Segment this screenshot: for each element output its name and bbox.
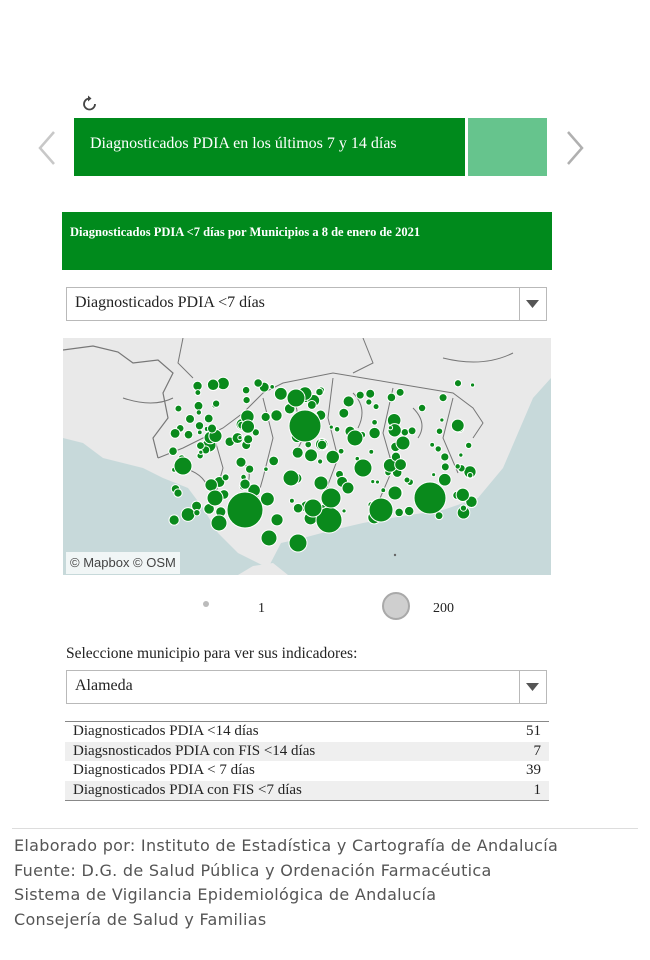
metric-select-dropdown[interactable]: [519, 288, 546, 320]
municipality-bubble[interactable]: [438, 473, 451, 486]
table-row: [65, 742, 549, 762]
municipality-bubble[interactable]: [194, 509, 200, 515]
table-row: [65, 781, 549, 801]
indicator-value: 1: [533, 781, 541, 798]
municipality-bubble[interactable]: [254, 379, 263, 388]
municipality-bubble[interactable]: [354, 459, 372, 477]
panel-title-bar: [62, 212, 552, 270]
municipality-bubble[interactable]: [436, 428, 442, 434]
municipality-bubble[interactable]: [197, 442, 205, 450]
municipality-bubble[interactable]: [396, 388, 404, 396]
municipality-bubble[interactable]: [174, 457, 192, 475]
municipality-bubble[interactable]: [184, 430, 193, 439]
municipality-bubble[interactable]: [334, 426, 340, 432]
municipality-bubble[interactable]: [204, 414, 213, 423]
next-arrow-icon[interactable]: [562, 128, 588, 168]
indicator-label: Diagnosticados PDIA <14 días: [73, 723, 259, 739]
municipality-bubble[interactable]: [451, 419, 464, 432]
municipality-bubble[interactable]: [207, 379, 218, 390]
municipality-bubble[interactable]: [207, 424, 216, 433]
indicator-value: 7: [533, 742, 541, 759]
municipality-bubble[interactable]: [236, 457, 246, 467]
municipality-bubble[interactable]: [289, 410, 321, 442]
municipality-bubble[interactable]: [460, 505, 466, 511]
municipality-bubble[interactable]: [388, 486, 402, 500]
indicator-label: Diagnosticados PDIA < 7 días: [73, 762, 255, 778]
municipality-bubble[interactable]: [401, 428, 409, 436]
municipality-bubble[interactable]: [338, 448, 344, 454]
indicator-label: Diagsnosticados PDIA con FIS <14 días: [73, 742, 316, 759]
municipality-bubble[interactable]: [342, 509, 346, 513]
map-attribution[interactable]: © Mapbox © OSM: [66, 552, 180, 574]
metric-select-value: Diagnosticados PDIA <7 días: [75, 294, 265, 311]
municipality-bubble[interactable]: [387, 393, 396, 402]
municipality-bubble[interactable]: [170, 428, 180, 438]
municipality-bubble[interactable]: [244, 435, 253, 444]
municipality-bubble[interactable]: [454, 380, 461, 387]
metric-select[interactable]: [66, 287, 547, 321]
municipality-bubble[interactable]: [372, 419, 378, 425]
municipality-bubble[interactable]: [408, 427, 416, 435]
table-row: [65, 722, 549, 742]
municipality-bubble[interactable]: [227, 492, 263, 528]
legend-min-label: 1: [258, 601, 265, 616]
municipality-bubble[interactable]: [270, 385, 275, 390]
municipality-bubble[interactable]: [455, 464, 460, 469]
previous-arrow-icon[interactable]: [34, 128, 60, 168]
municipality-bubble[interactable]: [213, 400, 220, 407]
municipality-bubble[interactable]: [371, 480, 375, 484]
municipality-bubble[interactable]: [317, 440, 326, 449]
municipality-bubble[interactable]: [418, 404, 425, 411]
municipality-bubble[interactable]: [293, 503, 303, 513]
municipality-bubble[interactable]: [470, 383, 474, 387]
municipality-bubble[interactable]: [441, 453, 449, 461]
municipality-bubble[interactable]: [174, 489, 182, 497]
municipality-bubble[interactable]: [199, 450, 203, 454]
municipality-bubble[interactable]: [459, 453, 463, 457]
municipality-bubble[interactable]: [414, 482, 446, 514]
municipality-bubble[interactable]: [373, 404, 379, 410]
municipality-bubble[interactable]: [316, 388, 324, 396]
municipality-bubble[interactable]: [186, 414, 195, 423]
chevron-down-icon: [526, 300, 539, 308]
municipality-bubble[interactable]: [181, 508, 195, 522]
footer: [14, 834, 558, 932]
municipality-bubble[interactable]: [241, 420, 254, 433]
footer-line: Sistema de Vigilancia Epidemiológica de Andalucía: [14, 885, 437, 904]
municipality-bubble[interactable]: [388, 426, 392, 430]
reset-icon[interactable]: [80, 94, 100, 114]
municipality-bubble[interactable]: [347, 430, 363, 446]
municipality-bubble[interactable]: [242, 386, 250, 394]
municipality-bubble[interactable]: [441, 463, 449, 471]
map-marker-dot: [394, 554, 396, 556]
municipality-bubble[interactable]: [207, 490, 223, 506]
municipality-bubble[interactable]: [318, 459, 323, 464]
municipality-bubble[interactable]: [283, 470, 299, 486]
municipality-bubble[interactable]: [169, 515, 179, 525]
indicator-value: 39: [526, 762, 541, 778]
footer-line: Fuente: D.G. de Salud Pública y Ordenación Farmacéutica: [14, 860, 492, 880]
municipality-bubble[interactable]: [339, 408, 349, 418]
municipality-bubble[interactable]: [439, 394, 447, 402]
municipality-bubble[interactable]: [456, 488, 469, 501]
municipality-bubble[interactable]: [369, 449, 374, 454]
municipality-bubble[interactable]: [305, 449, 318, 462]
municipality-bubble[interactable]: [369, 427, 380, 438]
municipality-bubble[interactable]: [196, 410, 201, 415]
municipality-bubble[interactable]: [369, 498, 393, 522]
municipality-bubble[interactable]: [169, 447, 178, 456]
municipality-bubble[interactable]: [396, 436, 410, 450]
municipality-bubble[interactable]: [271, 410, 282, 421]
municipality-bubble[interactable]: [274, 387, 287, 400]
municipality-bubble[interactable]: [197, 430, 202, 435]
municipality-bubble[interactable]: [245, 465, 253, 473]
legend-max-dot: [382, 592, 410, 620]
municipality-bubble[interactable]: [240, 479, 250, 489]
municipality-bubble[interactable]: [466, 442, 472, 448]
municipality-bubble[interactable]: [440, 418, 444, 422]
municipality-bubble[interactable]: [238, 435, 242, 439]
municipality-bubble[interactable]: [211, 515, 227, 531]
carousel-title: Diagnosticados PDIA en los últimos 7 y 14 días: [90, 135, 397, 152]
municipality-bubble[interactable]: [366, 399, 372, 405]
municipality-bubble[interactable]: [432, 473, 436, 477]
municipality-bubble[interactable]: [307, 401, 316, 410]
municipality-bubble[interactable]: [243, 396, 250, 403]
indicator-label: Diagnosticados PDIA con FIS <7 días: [73, 781, 302, 798]
municipality-bubble[interactable]: [375, 480, 379, 484]
municipality-bubble[interactable]: [321, 488, 341, 508]
municipality-bubble[interactable]: [271, 514, 283, 526]
municipality-bubble[interactable]: [195, 390, 201, 396]
municipality-bubble[interactable]: [269, 456, 279, 466]
municipality-bubble[interactable]: [260, 492, 274, 506]
legend-min-dot: [203, 601, 209, 607]
municipality-bubble[interactable]: [356, 391, 364, 399]
municipality-select[interactable]: [66, 670, 547, 704]
table-row: [65, 761, 549, 781]
bubble-map[interactable]: [63, 338, 551, 575]
municipality-bubble[interactable]: [329, 425, 333, 429]
municipality-bubble[interactable]: [222, 474, 229, 481]
footer-line: Consejería de Salud y Familias: [14, 909, 267, 929]
indicator-value: 51: [526, 723, 541, 739]
municipality-bubble[interactable]: [261, 530, 277, 546]
municipality-bubble[interactable]: [261, 412, 270, 421]
municipality-bubble[interactable]: [264, 467, 269, 472]
chevron-down-icon: [526, 683, 539, 691]
municipality-bubble[interactable]: [395, 508, 403, 516]
legend-max-label: 200: [433, 601, 454, 616]
municipality-bubble[interactable]: [304, 499, 322, 517]
municipality-bubble[interactable]: [343, 396, 354, 407]
municipality-bubble[interactable]: [195, 422, 203, 430]
municipality-bubble[interactable]: [287, 389, 305, 407]
municipality-bubble[interactable]: [395, 459, 407, 471]
municipality-bubble[interactable]: [404, 506, 413, 515]
municipality-select-value: Alameda: [75, 677, 133, 694]
panel-title: Diagnosticados PDIA <7 días por Municipios a 8 de enero de 2021: [70, 225, 421, 239]
municipality-bubble[interactable]: [366, 389, 375, 398]
municipality-bubble[interactable]: [342, 482, 354, 494]
municipality-bubble[interactable]: [194, 401, 203, 410]
municipality-bubble[interactable]: [314, 476, 328, 490]
municipality-bubble[interactable]: [292, 447, 303, 458]
municipality-bubble[interactable]: [289, 534, 307, 552]
footer-divider: [12, 828, 638, 829]
municipality-bubble[interactable]: [289, 498, 294, 503]
municipality-bubble[interactable]: [381, 488, 386, 493]
footer-line: Elaborado por: Instituto de Estadística y Cartografía de Andalucía: [14, 836, 559, 855]
carousel-next-tab[interactable]: [468, 118, 547, 176]
municipality-bubble[interactable]: [435, 446, 441, 452]
municipality-bubble[interactable]: [467, 472, 473, 478]
municipality-bubble[interactable]: [175, 405, 182, 412]
carousel-active-tab[interactable]: [74, 118, 465, 176]
municipality-bubble[interactable]: [404, 477, 410, 483]
municipality-prompt: Seleccione municipio para ver sus indicadores:: [66, 645, 358, 662]
municipality-select-dropdown[interactable]: [519, 671, 546, 703]
municipality-bubble[interactable]: [205, 479, 218, 492]
indicators-table: [65, 721, 549, 801]
municipality-bubble[interactable]: [430, 442, 435, 447]
municipality-bubble[interactable]: [326, 450, 339, 463]
